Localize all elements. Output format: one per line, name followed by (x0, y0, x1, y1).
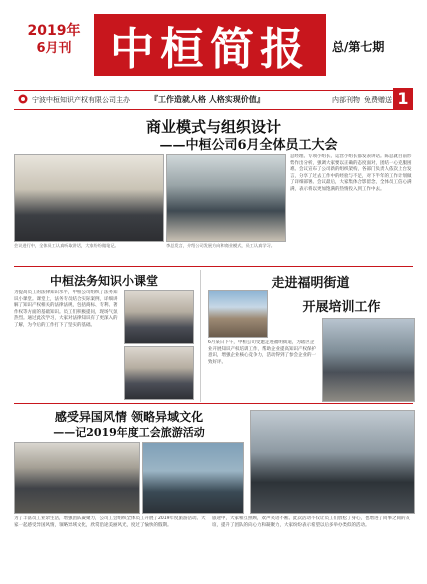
meeting-photo-left (14, 154, 164, 242)
caption-right: 李总发言，介绍公司发展方向和商业模式，员工认真学习。 (166, 243, 275, 248)
issue-year: 2019年 (27, 23, 81, 39)
article2-title: 中桓法务知识小课堂 (49, 274, 158, 288)
article4-title: 感受异国风情 领略异域文化 (54, 410, 204, 424)
tour-photo-3 (250, 410, 415, 514)
class-photo-bottom (124, 346, 194, 400)
article3-subtitle: 开展培训工作 (302, 300, 381, 315)
free-label: 免费赠送 (364, 96, 392, 104)
tour-photo-2 (142, 442, 244, 514)
training-photo (322, 318, 415, 402)
article4-body-left: 为了丰富员工业余生活，增强团队凝聚力，公司工会组织全体员工开展了2019年度旅游活动。大家一起感受异国风情，领略异域文化，欣赏沿途美丽风光，度过了愉快的假期。 (14, 516, 206, 528)
article2-body: 为提高员工的法律知识水平，中桓公司组织了法务知识小课堂。课堂上，法务专员结合实际案例，详细讲解了知识产权相关的法律法规，包括商标、专利、著作权等方面的基础知识。员工们积极提问，现场气氛热烈。通过此次学习，大家对法律知识有了更深入的了解，为今后的工作打下了坚实的基础。 (14, 290, 118, 328)
article4-body-right: 旅途中，大家相互照顾，欢声笑语不断。此次活动不仅让员工们放松了身心，也增进了同事之间的友谊，提升了团队的向心力和凝聚力，大家纷纷表示希望以后多举办类似的活动。 (212, 516, 410, 528)
issue-number: 总/第七期 (332, 40, 385, 54)
column-divider (200, 270, 201, 402)
article3-body: 6月某日下午，中桓公司受邀走进福明街道，为辖区企业开展知识产权培训工作，帮助企业提高知识产权保护意识，增强企业核心竞争力，活动得到了参会企业的一致好评。 (208, 340, 316, 365)
divider-2 (14, 403, 413, 404)
logo-icon (18, 94, 28, 106)
caption-left: 会议进行中，全体员工认真听取讲话，大家纷纷做笔记。 (14, 243, 119, 248)
tour-photo-1 (14, 442, 140, 514)
meeting-photo-right (166, 154, 286, 242)
issue-date (20, 22, 88, 57)
publisher: 宁波中桓知识产权有限公司主办 (32, 96, 130, 104)
article4-subtitle: ——记2019年度工会旅游活动 (53, 426, 205, 439)
class-photo-top (124, 290, 194, 344)
divider (14, 266, 413, 267)
article3-title: 走进福明街道 (271, 276, 350, 291)
page-number: 1 (393, 88, 413, 110)
street-photo (208, 290, 268, 338)
newsletter-title: 中桓简报 (94, 14, 326, 76)
header-bar (14, 90, 413, 110)
issue-month: 6月刊 (36, 41, 72, 56)
article1-body: 总经理、专项小组长、运营小组长都发表讲话。陈总就目前形势作出分析，强调大家要以正确的态度面对，团结一心克服困难。会议宣布了公司新的组织架构，各部门负责人依次上台发言，分享了过去工作中的经验与不足，对下半年的工作计划做了详细部署。会议最后，大家集体合影留念，全体员工信心满满，表示将以更加饱满的热情投入到工作中去。 (290, 154, 412, 192)
internal-label: 内部刊物 (332, 96, 360, 104)
slogan: 『工作造就人格 人格实现价值』 (150, 95, 265, 104)
article1-title: 商业模式与组织设计 (145, 118, 281, 136)
article1-subtitle: ——中桓公司6月全体员工大会 (159, 138, 338, 153)
